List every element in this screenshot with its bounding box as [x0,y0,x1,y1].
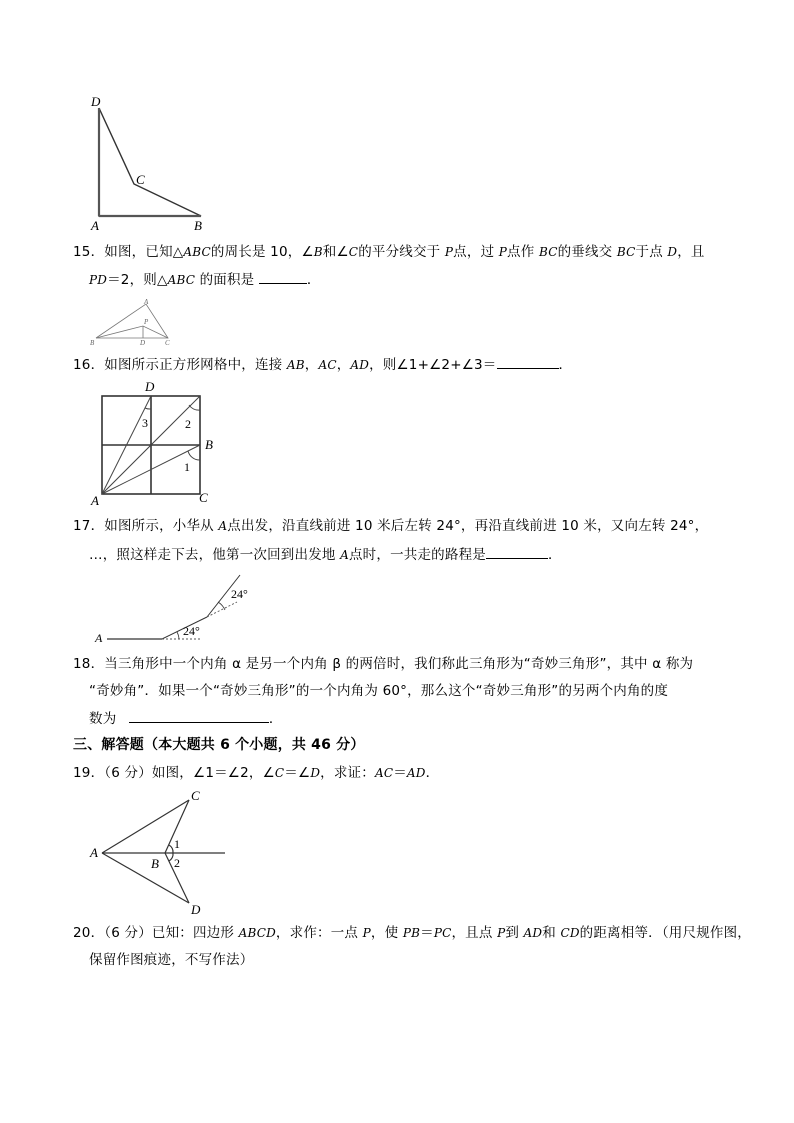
svg-text:A: A [91,218,99,233]
question-15-line-2: PD＝2，则△ABC 的面积是 ． [89,272,321,288]
svg-text:D: D [145,379,155,394]
svg-text:C: C [136,172,145,187]
svg-text:C: C [199,490,208,505]
svg-text:2: 2 [174,856,180,870]
question-15-line-1: 15．如图，已知△ABC的周长是 10，∠B和∠C的平分线交于 P点，过 P点作 BC的垂线交 BC于点 D，且 [73,244,705,260]
svg-text:A: A [91,493,99,508]
question-16-line-1: 16．如图所示正方形网格中，连接 AB，AC，AD，则∠1+∠2+∠3＝ ． [73,357,573,373]
svg-text:P: P [144,318,149,326]
svg-text:A: A [90,845,98,860]
svg-text:3: 3 [142,416,148,430]
answer-blank-15[interactable] [259,270,307,284]
section-3-heading: 三、解答题（本大题共 6 个小题，共 46 分） [73,737,365,753]
svg-text:A: A [144,298,149,306]
svg-text:24°: 24° [231,587,248,601]
svg-text:D: D [191,902,201,917]
question-17-line-2: …，照这样走下去，他第一次回到出发地 A点时，一共走的路程是 ． [89,547,562,563]
svg-text:1: 1 [174,837,180,851]
svg-text:C: C [191,788,200,803]
question-20-line-2: 保留作图痕迹，不写作法） [89,952,254,968]
question-18-line-3: 数为 ． [89,711,283,727]
question-18-line-2: “奇妙角”．如果一个“奇妙三角形”的一个内角为 60°，那么这个“奇妙三角形”的另两个内角的度 [89,683,669,699]
figure-triangle-abc-bisectors [88,296,183,348]
question-18-line-1: 18．当三角形中一个内角 α 是另一个内角 β 的两倍时，我们称此三角形为“奇妙三角形”，其中 α 称为 [73,656,694,672]
svg-text:B: B [194,218,202,233]
svg-text:C: C [165,339,170,347]
answer-blank-16[interactable] [497,355,559,369]
svg-text:A: A [95,631,103,645]
answer-blank-18[interactable] [129,709,269,723]
svg-text:1: 1 [184,460,190,474]
svg-text:D: D [140,339,146,347]
svg-text:B: B [205,437,213,452]
svg-text:24°: 24° [183,624,200,638]
svg-text:B: B [90,339,95,347]
question-20-line-1: 20．（6 分）已知：四边形 ABCD，求作：一点 P，使 PB＝PC，且点 P到 AD和 CD的距离相等．（用尺规作图， [73,925,751,941]
figure-square-grid [85,375,225,510]
figure-walking-path [85,570,265,645]
svg-text:2: 2 [185,417,191,431]
svg-text:D: D [91,94,101,109]
figure-quadrilateral-dcab [80,90,230,240]
answer-blank-17[interactable] [486,545,548,559]
svg-text:B: B [151,856,159,871]
question-19-line-1: 19．（6 分）如图，∠1＝∠2，∠C＝∠D，求证：AC＝AD． [73,765,440,781]
figure-kite-acbd [85,785,235,920]
question-17-line-1: 17．如图所示，小华从 A点出发，沿直线前进 10 米后左转 24°，再沿直线前进 10 米，又向左转 24°， [73,518,709,534]
